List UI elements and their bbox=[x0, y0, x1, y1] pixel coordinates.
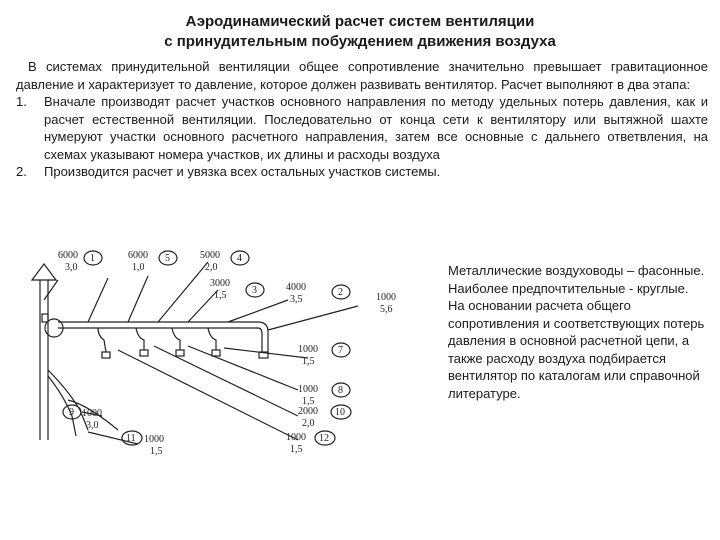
section-flow: 6000 bbox=[58, 250, 78, 261]
section-number: 4 bbox=[237, 253, 242, 264]
side-line: На основании расчета общего сопротивления и соответствующих потерь давления в основной расчетной цепи, а также расходу воздуха подбирается вентилятор по каталогам или справочной литературе. bbox=[448, 298, 705, 401]
section-number: 10 bbox=[335, 407, 345, 418]
section-number: 3 bbox=[252, 285, 257, 296]
section-flow: 1000 bbox=[82, 408, 102, 419]
section-length: 1,5 bbox=[290, 444, 303, 455]
step-text: Вначале производят расчет участков основного направления по методу удельных потерь давления, как и расчет естественной вентиляции. Последовательно от конца сети к вентилятору или вытяжной шахте нумеруют участки основного расчетного направления, затем все основные с дальнего ответвления, на схемах указывают номера участков, их длины и расходы воздуха bbox=[44, 94, 708, 162]
intro-text bbox=[16, 58, 708, 181]
section-length: 1,5 bbox=[214, 290, 227, 301]
step-item bbox=[16, 163, 708, 181]
section-number: 8 bbox=[338, 385, 343, 396]
grille-icon bbox=[176, 350, 184, 356]
section-flow: 6000 bbox=[128, 250, 148, 261]
section-flow: 1000 bbox=[298, 384, 318, 395]
steps-list bbox=[16, 93, 708, 181]
page-title bbox=[0, 12, 720, 52]
section-number: 7 bbox=[338, 345, 343, 356]
section-length: 1,5 bbox=[150, 446, 163, 457]
section-number: 2 bbox=[338, 287, 343, 298]
section-number: 11 bbox=[126, 433, 136, 444]
section-flow: 1000 bbox=[286, 432, 306, 443]
section-flow: 1000 bbox=[376, 292, 396, 303]
ventilation-scheme bbox=[28, 240, 428, 460]
section-length: 3,0 bbox=[65, 262, 78, 273]
side-text bbox=[448, 262, 714, 402]
section-number: 9 bbox=[69, 407, 74, 418]
section-number: 1 bbox=[90, 253, 95, 264]
section-length: 3,5 bbox=[290, 294, 303, 305]
shaft-roof-icon bbox=[32, 264, 56, 280]
side-line: Металлические воздуховоды – фасонные. bbox=[448, 263, 705, 278]
grille-icon bbox=[140, 350, 148, 356]
section-number: 5 bbox=[165, 253, 170, 264]
step-number: 1. bbox=[16, 94, 27, 109]
step-item bbox=[16, 93, 708, 163]
title-line-2: с принудительным побуждением движения воздуха bbox=[164, 33, 556, 50]
grille-icon bbox=[102, 352, 110, 358]
section-flow: 3000 bbox=[210, 278, 230, 289]
title-line-1: Аэродинамический расчет систем вентиляции bbox=[185, 13, 535, 30]
side-line: Наиболее предпочтительные - круглые. bbox=[448, 280, 689, 296]
section-flow: 2000 bbox=[298, 406, 318, 417]
section-number: 12 bbox=[319, 433, 329, 444]
section-length: 1,5 bbox=[302, 396, 315, 407]
step-text: Производится расчет и увязка всех остальных участков системы. bbox=[44, 164, 441, 179]
section-length: 1,0 bbox=[132, 262, 145, 273]
section-length: 2,0 bbox=[302, 418, 315, 429]
grille-icon bbox=[42, 314, 48, 322]
grille-icon bbox=[212, 350, 220, 356]
intro-paragraph: В системах принудительной вентиляции общее сопротивление значительно превышает гравитационное давление и характеризует то давление, которое должен развивать вентилятор. Расчет выполняют в два этапа: bbox=[16, 59, 708, 92]
section-flow: 1000 bbox=[298, 344, 318, 355]
section-length: 5,6 bbox=[380, 304, 393, 315]
section-flow: 5000 bbox=[200, 250, 220, 261]
section-length: 2,0 bbox=[205, 262, 218, 273]
section-flow: 4000 bbox=[286, 282, 306, 293]
section-length: 3,0 bbox=[86, 420, 99, 431]
step-number: 2. bbox=[16, 164, 27, 179]
section-length: 1,5 bbox=[302, 356, 315, 367]
section-flow: 1000 bbox=[144, 434, 164, 445]
